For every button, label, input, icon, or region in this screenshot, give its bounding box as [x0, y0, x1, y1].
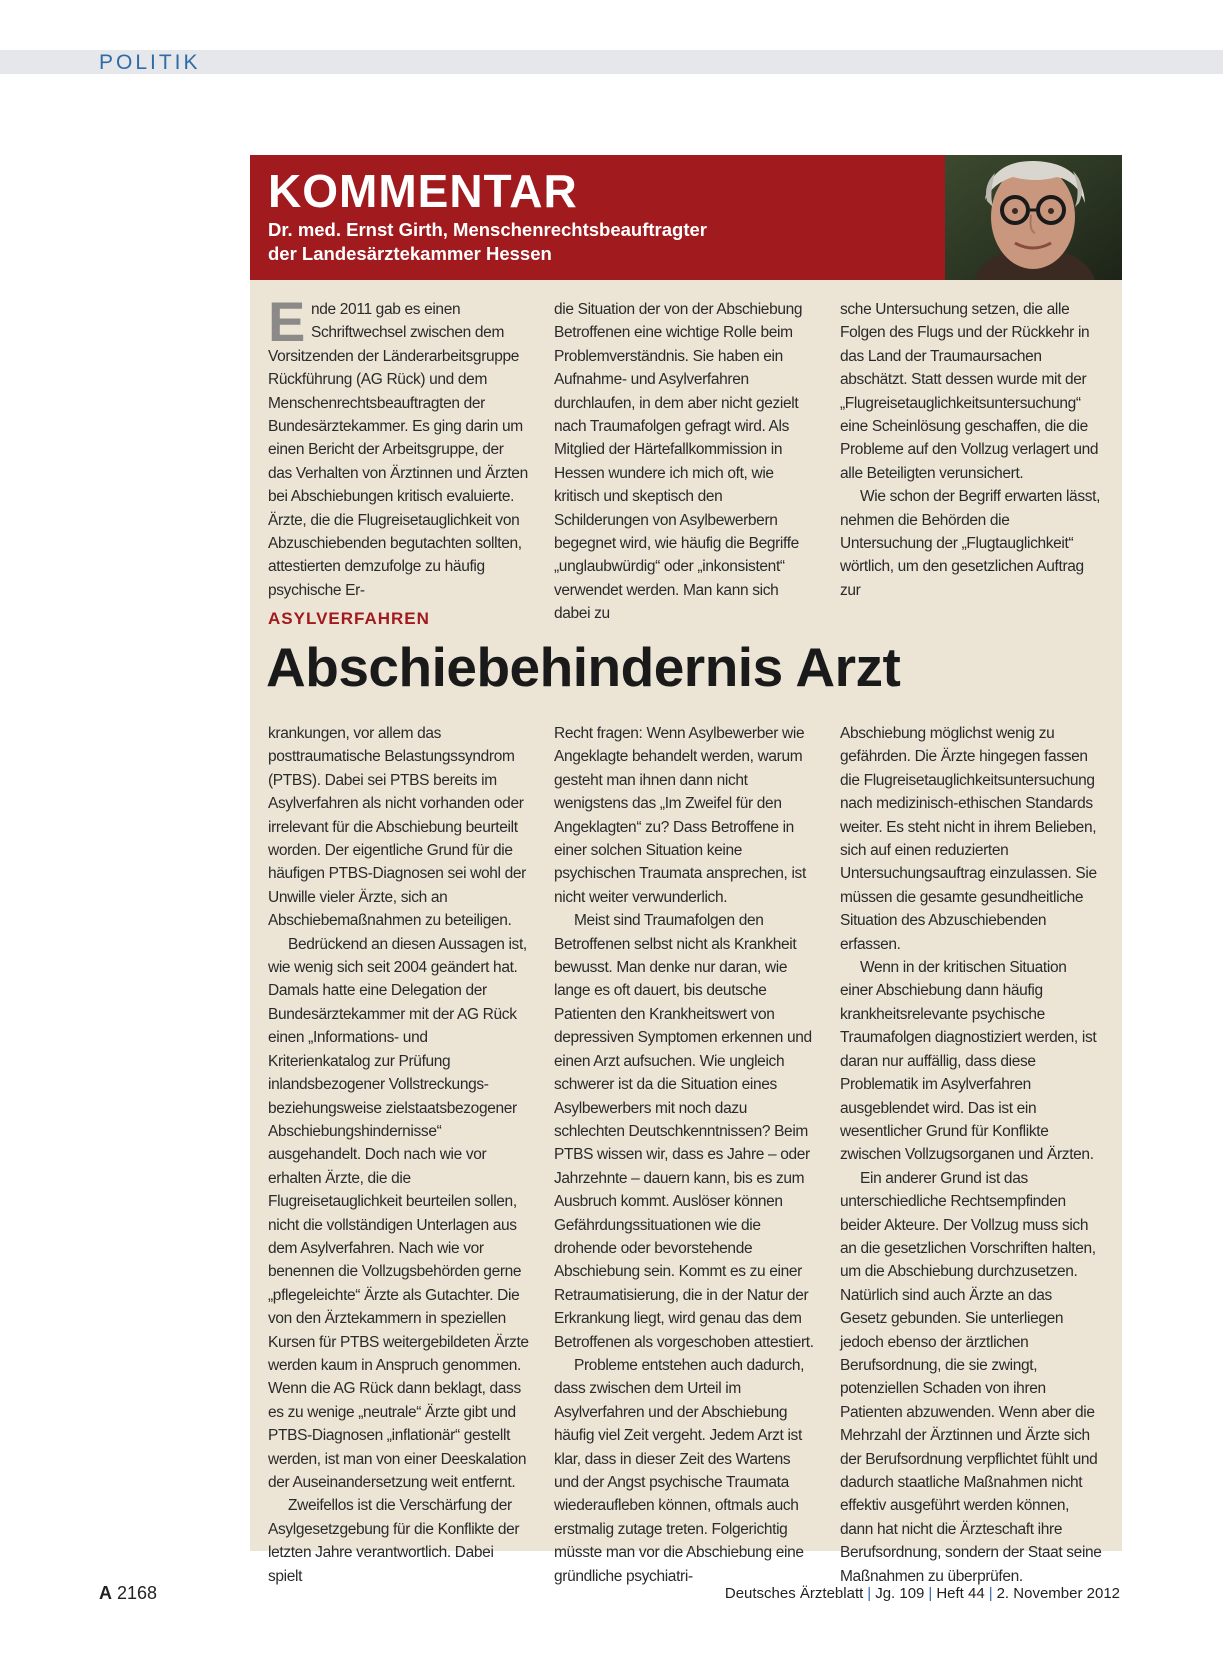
top-col3-paragraph-2: Wie schon der Begriff erwarten lässt, nehmen die Behörden die Untersuchung der „Flugtauglichkeit“ wörtlich, um den gesetzlichen Auftrag zur	[840, 488, 1101, 599]
kicker: ASYLVERFAHREN	[268, 609, 430, 628]
separator: |	[988, 1585, 993, 1602]
bottom-column-2	[554, 722, 816, 1588]
page-number-value: 2168	[117, 1583, 158, 1603]
journal-name: Deutsches Ärzteblatt	[724, 1585, 864, 1602]
author-line-1: Dr. med. Ernst Girth, Menschenrechtsbeauftragter	[268, 219, 707, 240]
issue-date: 2. November 2012	[996, 1585, 1120, 1602]
bottom-col1-paragraph-2: Bedrückend an diesen Aussagen ist, wie wenig sich seit 2004 geändert hat. Damals hatte eine Delegation der Bundesärztekammer mit der AG Rück einen „Informations- und Kriterienkatalog zur Prüfung inlandsbezogener Vollstreckungs- beziehungsweise zielstaatsbezogener Abschiebungshindernisse“ ausgehandelt. Doch nach wie vor erhalten Ärzte, die die Flugreisetauglichkeit beurteilen sollen, nicht die vollständigen Unterlagen aus dem Asylverfahren. Nach wie vor benennen die Vollzugsbehörden gerne „pflegeleichte“ Ärzte als Gutachter. Die von den Ärztekammern in speziellen Kursen für PTBS weitergebildeten Ärzte werden kaum in Anspruch genommen. Wenn die AG Rück dann beklagt, dass es zu wenige „neutrale“ Ärzte gibt und PTBS-Diagnosen „inflationär“ gestellt werden, ist man von einer Deeskalation der Auseinandersetzung weit entfernt.	[268, 935, 529, 1491]
issue: Heft 44	[936, 1585, 985, 1602]
bottom-column-3	[840, 722, 1102, 1588]
author-portrait	[945, 155, 1122, 280]
bottom-column-1	[268, 722, 530, 1588]
top-column-1	[268, 290, 530, 602]
top-col1-text: nde 2011 gab es einen Schriftwechsel zwischen dem Vorsitzenden der Länderarbeitsgruppe Rückführung (AG Rück) und dem Menschenrechtsbeauftragten der Bundesärztekammer. Es ging darin um einen Bericht der Arbeitsgruppe, der das Verhalten von Ärztinnen und Ärzten bei Abschiebungen kritisch evaluierte. Ärzte, die die Flugreisetauglichkeit von Abzuschiebenden begutachten sollten, attestierten demzufolge zu häufig psychische Er-	[268, 301, 528, 599]
page-number	[99, 1583, 157, 1604]
separator: |	[928, 1585, 933, 1602]
top-col3-paragraph-1: sche Untersuchung setzen, die alle Folgen des Flugs und der Rückkehr in das Land der Traumaursachen abschätzt. Statt dessen wurde mit der „Flugreisetauglichkeitsuntersuchung“ eine Scheinlösung geschaffen, die die Probleme auf den Vollzug verlagert und alle Beteiligten verunsichert.	[840, 301, 1099, 482]
volume: Jg. 109	[875, 1585, 925, 1602]
bottom-col2-paragraph-1: Recht fragen: Wenn Asylbewerber wie Angeklagte behandelt werden, warum gesteht man ihnen dann nicht wenigstens das „Im Zweifel für den Angeklagten“ zu? Dass Betroffene in einer solchen Situation keine psychischen Traumata ansprechen, ist nicht weiter verwunderlich.	[554, 725, 806, 906]
publication-info	[725, 1585, 1120, 1602]
bottom-col2-paragraph-2: Meist sind Traumafolgen den Betroffenen selbst nicht als Krankheit bewusst. Man denke nur daran, wie lange es oft dauert, bis deutsche Patienten den Krankheitswert von depressiven Symptomen erkennen und einen Arzt aufsuchen. Wie ungleich schwerer ist da die Situation eines Asylbewerbers mit noch dazu schlechten Deutschkenntnissen? Beim PTBS wissen wir, dass es Jahre – oder Jahrzehnte – dauern kann, bis es zum Ausbruch kommt. Auslöser können Gefährdungssituationen wie die drohende oder bevorstehende Abschiebung sein. Kommt es zu einer Retraumatisierung, die in der Natur der Erkrankung liegt, wird genau das dem Betroffenen als vorgeschoben attestiert.	[554, 912, 814, 1351]
comment-label: KOMMENTAR	[268, 165, 578, 217]
top-col2-text: die Situation der von der Abschiebung Betroffenen eine wichtige Rolle beim Problemverständnis. Sie haben ein Aufnahme- und Asylverfahren durchlaufen, in dem aber nicht gezielt nach Traumafolgen gefragt wird. Als Mitglied der Härtefallkommission in Hessen wundere ich mich oft, wie kritisch und skeptisch den Schilderungen von Asylbewerbern begegnet wird, wie häufig die Begriffe „unglaubwürdig“ oder „inkonsistent“ verwendet werden. Man kann sich dabei zu	[554, 301, 803, 623]
drop-cap: E	[268, 290, 306, 353]
bottom-col1-paragraph-1: krankungen, vor allem das posttraumatische Belastungssyndrom (PTBS). Dabei sei PTBS bereits im Asylverfahren als nicht vorhanden oder irrelevant für die Abschiebung beurteilt worden. Der eigentliche Grund für die häufigen PTBS-Diagnosen sei wohl der Unwille vieler Ärzte, sich an Abschiebemaßnahmen zu beteiligen.	[268, 725, 526, 930]
headline: Abschiebehindernis Arzt	[266, 636, 901, 698]
top-column-2	[554, 298, 816, 626]
bottom-col2-paragraph-3: Probleme entstehen auch dadurch, dass zwischen dem Urteil im Asylverfahren und der Abschiebung häufig viel Zeit vergeht. Jedem Arzt ist klar, dass in dieser Zeit des Wartens und der Angst psychische Traumata wiederaufleben können, oftmals auch erstmalig zutage treten. Folgerichtig müsste man vor die Abschiebung eine gründliche psychiatri-	[554, 1356, 805, 1585]
bottom-col1-paragraph-3: Zweifellos ist die Verschärfung der Asylgesetzgebung für die Konflikte der letzten Jahre verantwortlich. Dabei spielt	[268, 1497, 520, 1585]
top-column-3	[840, 298, 1102, 602]
comment-author	[268, 218, 728, 266]
separator: |	[867, 1585, 872, 1602]
author-line-2: der Landesärztekammer Hessen	[268, 243, 552, 264]
bottom-col3-paragraph-1: Abschiebung möglichst wenig zu gefährden. Die Ärzte hingegen fassen die Flugreisetauglichkeitsuntersuchung nach medizinisch-ethischen Standards weiter. Es steht nicht in ihrem Belieben, sich auf einen reduzierten Untersuchungsauftrag einzulassen. Sie müssen die gesamte gesundheitliche Situation des Abzuschiebenden erfassen.	[840, 725, 1097, 953]
section-label: POLITIK	[99, 51, 201, 74]
bottom-col3-paragraph-2: Wenn in der kritischen Situation einer Abschiebung dann häufig krankheitsrelevante psychische Traumafolgen diagnostiziert werden, ist daran nur auffällig, dass diese Problematik im Asylverfahren ausgeblendet wird. Das ist ein wesentlicher Grund für Konflikte zwischen Vollzugsorganen und Ärzten.	[840, 959, 1097, 1164]
page-prefix: A	[99, 1583, 112, 1603]
bottom-col3-paragraph-3: Ein anderer Grund ist das unterschiedliche Rechtsempfinden beider Akteure. Der Vollzug muss sich an die gesetzlichen Vorschriften halten, um die Abschiebung durchzusetzen. Natürlich sind auch Ärzte an das Gesetz gebunden. Sie unterliegen jedoch ebenso der ärztlichen Berufsordnung, die sie zwingt, potenziellen Schaden von ihren Patienten abzuwenden. Wenn aber die Mehrzahl der Ärztinnen und Ärzte sich der Berufsordnung verpflichtet fühlt und dadurch staatliche Maßnahmen nicht effektiv ausgeführt werden können, dann hat nicht die Ärzteschaft ihre Berufsordnung, sondern der Staat seine Maßnahmen zu überprüfen.	[840, 1169, 1102, 1585]
